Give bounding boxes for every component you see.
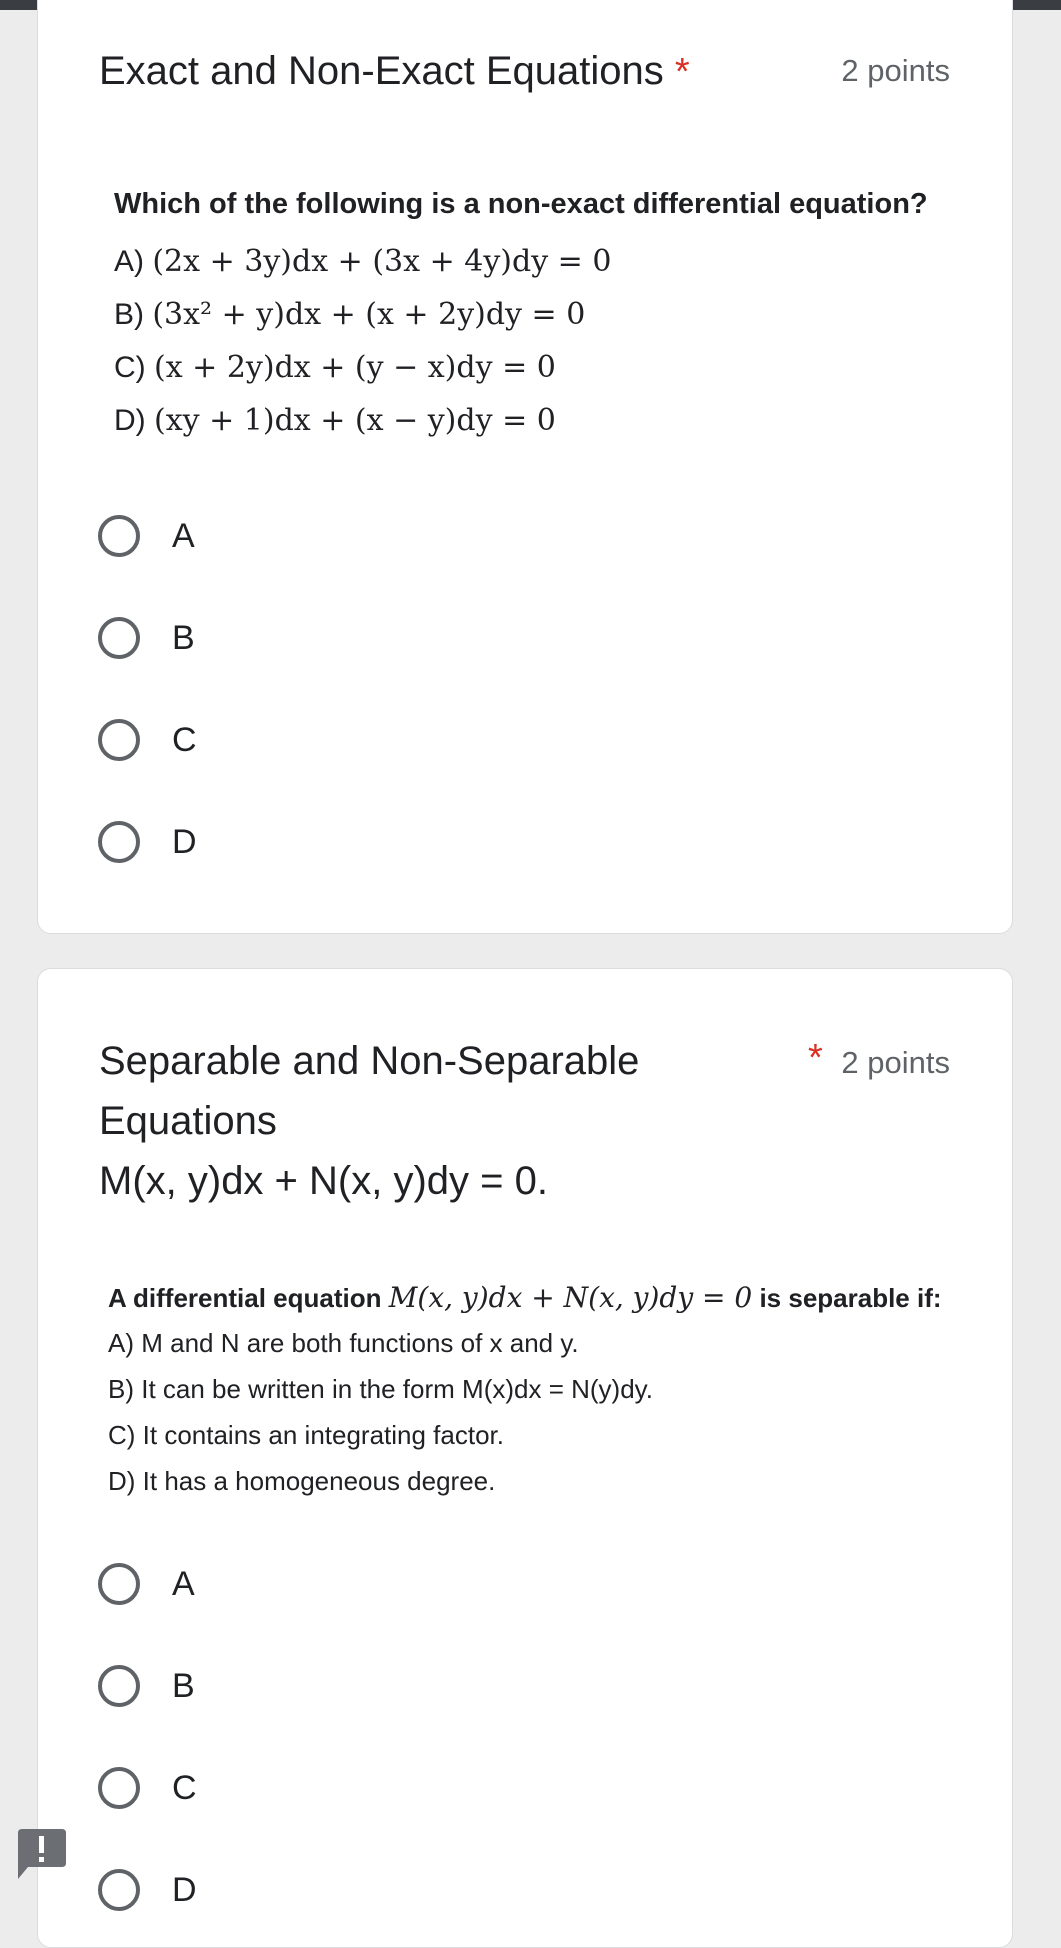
choice-d[interactable] xyxy=(98,1860,197,1920)
choice-a[interactable] xyxy=(98,506,195,566)
option-text-d: D) (xy + 1)dx + (x − y)dy = 0 xyxy=(114,403,556,438)
radio-button[interactable] xyxy=(98,617,140,659)
choice-label: D xyxy=(172,822,197,861)
points-label: 2 points xyxy=(841,53,950,88)
choice-label: C xyxy=(172,720,197,759)
prompt-text: A differential equation M(x, y)dx + N(x, y)dy = 0 is separable if: xyxy=(108,1281,942,1314)
radio-button[interactable] xyxy=(98,515,140,557)
required-asterisk: * xyxy=(674,51,690,93)
question-prompt xyxy=(114,188,928,447)
radio-button[interactable] xyxy=(98,1869,140,1911)
option-text-d: D) It has a homogeneous degree. xyxy=(108,1466,496,1496)
radio-button[interactable] xyxy=(98,1767,140,1809)
option-text-c: C) (x + 2y)dx + (y − x)dy = 0 xyxy=(114,350,556,385)
question-title xyxy=(99,1031,639,1211)
question-title xyxy=(99,41,690,102)
choice-label: C xyxy=(172,1768,197,1807)
option-text-c: C) It contains an integrating factor. xyxy=(108,1420,504,1450)
choice-c[interactable] xyxy=(98,1758,197,1818)
choice-label: A xyxy=(172,1564,195,1603)
option-text-b: B) (3x² + y)dx + (x + 2y)dy = 0 xyxy=(114,297,586,332)
option-text-a: A) (2x + 3y)dx + (3x + 4y)dy = 0 xyxy=(114,244,612,279)
radio-button[interactable] xyxy=(98,719,140,761)
choice-a[interactable] xyxy=(98,1554,195,1614)
choice-d[interactable] xyxy=(98,812,197,872)
radio-button[interactable] xyxy=(98,1665,140,1707)
question-title-text: Exact and Non-Exact Equations xyxy=(99,49,664,93)
question-card-exact xyxy=(37,0,1013,934)
question-title-line: Equations xyxy=(99,1099,277,1143)
question-title-line: Separable and Non-Separable xyxy=(99,1039,640,1083)
choice-c[interactable] xyxy=(98,710,197,770)
required-asterisk: * xyxy=(808,1037,823,1079)
prompt-text: Which of the following is a non-exact differential equation? xyxy=(114,188,928,220)
question-title-equation: M(x, y)dx + N(x, y)dy = 0. xyxy=(99,1159,548,1203)
choice-label: B xyxy=(172,618,195,657)
radio-button[interactable] xyxy=(98,821,140,863)
exclamation-feedback-icon[interactable] xyxy=(14,1825,68,1883)
points-label: 2 points xyxy=(841,1045,950,1080)
choice-label: B xyxy=(172,1666,195,1705)
choice-b[interactable] xyxy=(98,1656,195,1716)
question-prompt xyxy=(108,1281,942,1504)
choice-b[interactable] xyxy=(98,608,195,668)
question-card-separable xyxy=(37,968,1013,1948)
option-text-a: A) M and N are both functions of x and y. xyxy=(108,1328,579,1358)
radio-button[interactable] xyxy=(98,1563,140,1605)
option-text-b: B) It can be written in the form M(x)dx = N(y)dy. xyxy=(108,1374,653,1404)
choice-label: D xyxy=(172,1870,197,1909)
choice-label: A xyxy=(172,516,195,555)
